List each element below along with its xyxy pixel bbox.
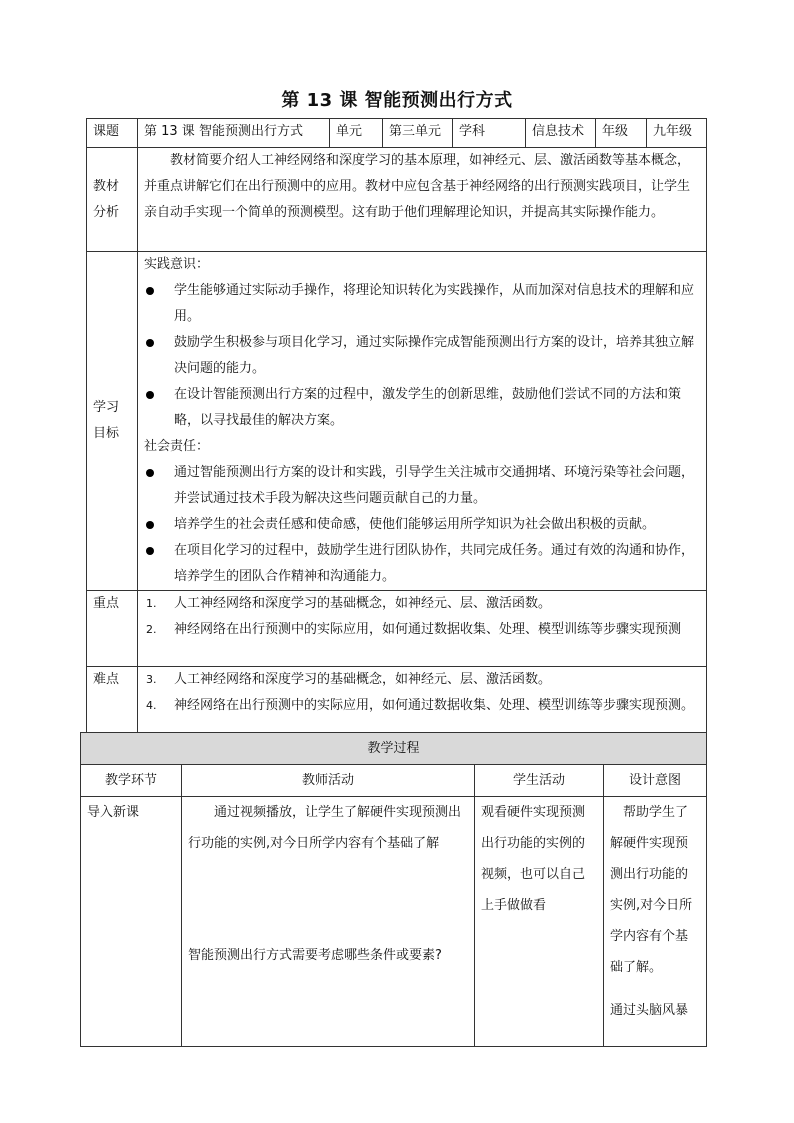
teacher-cell: 通过视频播放，让学生了解硬件实现预测出行功能的实例,对今日所学内容有个基础了解 智能预测出行方式需要考虑哪些条件或要素? <box>182 797 475 1047</box>
difficulties-label: 难点 <box>87 667 138 743</box>
bullet-icon <box>146 391 154 399</box>
lesson-title: 第 13 课 智能预测出行方式 <box>281 90 513 111</box>
keypoint-item: 2. 神经网络在出行预测中的实际应用，如何通过数据收集、处理、模型训练等步骤实现预测 <box>146 622 682 637</box>
col-stage: 教学环节 <box>81 765 182 797</box>
bullet-icon <box>146 287 154 295</box>
danyuan-value: 第三单元 <box>383 119 453 148</box>
analysis-row <box>87 148 707 252</box>
keypoints-row <box>87 591 707 667</box>
stage-cell: 导入新课 <box>81 797 182 1047</box>
col-student: 学生活动 <box>475 765 604 797</box>
goals-label: 学习 目标 <box>87 252 138 591</box>
lesson-info-table <box>86 118 707 743</box>
label-xueke: 学科 <box>453 119 526 148</box>
goal-item: 学生能够通过实际动手操作，将理论知识转化为实践操作，从而加深对信息技术的理解和应用。 <box>144 278 700 330</box>
keti-value: 第 13 课 智能预测出行方式 <box>138 119 330 148</box>
process-column-row <box>81 765 707 797</box>
goals-section2-title: 社会责任： <box>144 439 210 454</box>
goals-row <box>87 252 707 591</box>
keypoint-item: 1. 人工神经网络和深度学习的基础概念，如神经元、层、激活函数。 <box>146 596 552 611</box>
keypoints-content <box>138 591 707 667</box>
difficulty-item: 3. 人工神经网络和深度学习的基础概念，如神经元、层、激活函数。 <box>146 672 552 687</box>
keypoints-label: 重点 <box>87 591 138 667</box>
goals-content <box>138 252 707 591</box>
header-row <box>87 119 707 148</box>
goal-item: 在项目化学习的过程中，鼓励学生进行团队协作，共同完成任务。通过有效的沟通和协作，培养学生的团队合作精神和沟通能力。 <box>144 538 700 590</box>
bullet-icon <box>146 469 154 477</box>
teaching-process-table <box>80 732 707 1047</box>
student-cell: 观看硬件实现预测出行功能的实例的视频，也可以自己上手做做看 <box>475 797 604 1047</box>
intent-cell: 帮助学生了解硬件实现预测出行功能的实例,对今日所学内容有个基础了解。 通过头脑风暴 <box>604 797 707 1047</box>
goal-item: 在设计智能预测出行方案的过程中，激发学生的创新思维，鼓励他们尝试不同的方法和策略，以寻找最佳的解决方案。 <box>144 382 700 434</box>
difficulty-item: 4. 神经网络在出行预测中的实际应用，如何通过数据收集、处理、模型训练等步骤实现预测。 <box>146 698 695 713</box>
nianji-value: 九年级 <box>647 119 707 148</box>
col-teacher: 教师活动 <box>182 765 475 797</box>
process-row <box>81 797 707 1047</box>
col-intent: 设计意图 <box>604 765 707 797</box>
process-header: 教学过程 <box>81 733 707 765</box>
label-keti: 课题 <box>87 119 138 148</box>
analysis-label: 教材 分析 <box>87 148 138 252</box>
bullet-icon <box>146 547 154 555</box>
label-nianji: 年级 <box>596 119 647 148</box>
goal-item: 培养学生的社会责任感和使命感，使他们能够运用所学知识为社会做出积极的贡献。 <box>144 512 700 538</box>
goal-item: 鼓励学生积极参与项目化学习，通过实际操作完成智能预测出行方案的设计，培养其独立解决问题的能力。 <box>144 330 700 382</box>
bullet-icon <box>146 339 154 347</box>
process-header-row <box>81 733 707 765</box>
goal-item: 通过智能预测出行方案的设计和实践，引导学生关注城市交通拥堵、环境污染等社会问题，并尝试通过技术手段为解决这些问题贡献自己的力量。 <box>144 460 700 512</box>
goals-section1-title: 实践意识： <box>144 257 210 272</box>
label-danyuan: 单元 <box>330 119 383 148</box>
bullet-icon <box>146 521 154 529</box>
analysis-text: 教材简要介绍人工神经网络和深度学习的基本原理，如神经元、层、激活函数等基本概念，并重点讲解它们在出行预测中的应用。教材中应包含基于神经网络的出行预测实践项目，让学生亲自动手实现一个简单的预测模型。这有助于他们理解理论知识，并提高其实际操作能力。 <box>138 148 707 252</box>
xueke-value: 信息技术 <box>526 119 596 148</box>
